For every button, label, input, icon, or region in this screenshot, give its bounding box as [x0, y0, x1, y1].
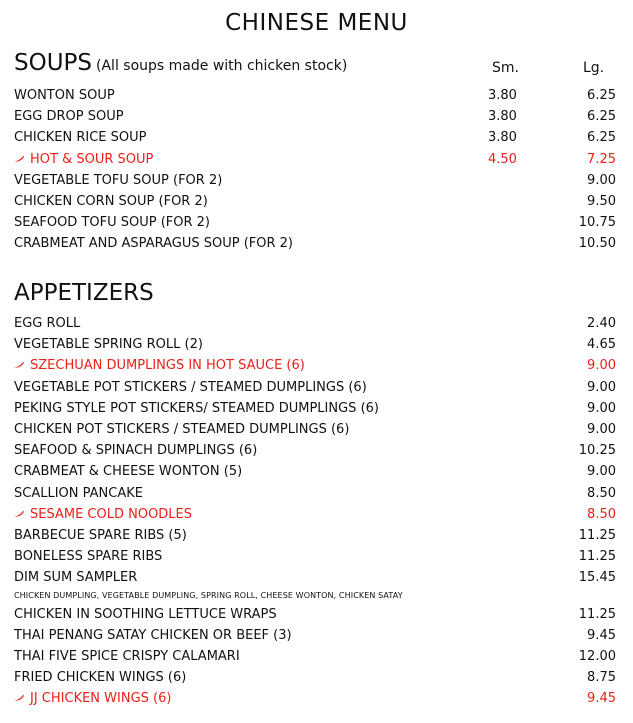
item-price: 8.50 [587, 485, 616, 501]
menu-item-row [14, 106, 616, 127]
menu-item-name [14, 646, 240, 667]
large-price: 6.25 [587, 109, 616, 125]
menu-item-row [14, 419, 616, 440]
soups-stock-note: (All soups made with chicken stock) [96, 58, 348, 74]
menu-item-name-text: CHICKEN POT STICKERS / STEAMED DUMPLINGS (6) [14, 422, 350, 437]
chili-pepper-icon [14, 510, 25, 517]
menu-item-name-text: THAI FIVE SPICE CRISPY CALAMARI [14, 649, 240, 664]
menu-item-name-text: EGG DROP SOUP [14, 109, 124, 125]
menu-item-name [14, 127, 147, 148]
menu-item-name-text: VEGETABLE POT STICKERS / STEAMED DUMPLINGS (6) [14, 379, 367, 395]
menu-item-name-text: SEAFOOD & SPINACH DUMPLINGS (6) [14, 443, 258, 459]
menu-item-name [14, 212, 210, 233]
item-price: 11.25 [578, 549, 616, 565]
menu-item-row [14, 170, 616, 191]
menu-item-name-text: CRABMEAT & CHEESE WONTON (5) [14, 464, 243, 480]
menu-item-row [14, 546, 616, 567]
menu-item-name-text: CHICKEN CORN SOUP (FOR 2) [14, 194, 208, 209]
item-price: 9.00 [587, 358, 616, 374]
large-price: 9.00 [587, 172, 616, 188]
menu-item-name-text: SZECHUAN DUMPLINGS IN HOT SAUCE (6) [30, 358, 305, 374]
soups-heading-label: SOUPS [14, 50, 93, 76]
menu-item-row [14, 334, 616, 355]
menu-item-name [14, 191, 208, 212]
chili-pepper-icon [14, 361, 25, 368]
menu-item-row [14, 355, 616, 376]
menu-item-row [14, 440, 616, 461]
small-price: 3.80 [488, 88, 517, 103]
menu-item-name-text: JJ CHICKEN WINGS (6) [30, 691, 172, 707]
menu-item-name [14, 355, 305, 376]
large-size-column-header: Lg. [583, 60, 605, 76]
menu-item-name-text: SCALLION PANCAKE [14, 485, 143, 501]
menu-item-row [14, 646, 616, 667]
item-price: 15.45 [578, 570, 616, 586]
menu-item-row [14, 398, 616, 419]
menu-item-name-text: EGG ROLL [14, 316, 81, 331]
menu-item-name [14, 377, 367, 398]
item-price: 9.45 [587, 691, 616, 707]
menu-item-name-text: SEAFOOD TOFU SOUP (FOR 2) [14, 215, 211, 231]
item-price: 9.45 [587, 627, 616, 643]
menu-item-name-text: BARBECUE SPARE RIBS (5) [14, 528, 187, 543]
menu-item-name-text: WONTON SOUP [14, 88, 115, 103]
menu-item-name-text: CHICKEN RICE SOUP [14, 130, 147, 146]
menu-item-name-text: CRABMEAT AND ASPARAGUS SOUP (FOR 2) [14, 236, 293, 252]
menu-item-name-text: DIM SUM SAMPLER [14, 570, 138, 586]
menu-item-name [14, 440, 257, 461]
menu-item-row [14, 313, 616, 334]
menu-item-row [14, 483, 616, 504]
menu-item-name [14, 604, 277, 625]
menu-item-name [14, 398, 379, 419]
chili-pepper-icon [14, 694, 25, 701]
item-price: 11.25 [578, 606, 616, 622]
menu-item-row [14, 191, 616, 212]
menu-item-row [14, 688, 616, 709]
menu-item-name-text: FRIED CHICKEN WINGS (6) [14, 670, 187, 686]
menu-item-name-text: BONELESS SPARE RIBS [14, 549, 163, 565]
item-price: 9.00 [587, 400, 616, 416]
menu-item-name-text: VEGETABLE SPRING ROLL (2) [14, 337, 203, 353]
menu-item-name [14, 419, 349, 440]
menu-item-name [14, 233, 293, 254]
menu-item-name [14, 625, 292, 646]
item-price: 4.65 [587, 337, 616, 353]
menu-item-row [14, 127, 616, 148]
menu-item-row [14, 667, 616, 688]
menu-item-name-text: VEGETABLE TOFU SOUP (FOR 2) [14, 172, 223, 188]
large-price: 10.75 [578, 215, 616, 231]
menu-item-name [14, 483, 143, 504]
item-price: 11.25 [578, 528, 616, 543]
item-price: 9.00 [587, 379, 616, 395]
menu-item-name [14, 170, 222, 191]
small-price: 4.50 [488, 151, 517, 167]
menu-item-row [14, 604, 616, 625]
menu-item-name [14, 688, 171, 709]
large-price: 6.25 [587, 88, 616, 103]
menu-item-name [14, 546, 162, 567]
menu-item-name [14, 85, 115, 106]
menu-item-name [14, 567, 137, 588]
menu-item-name-text: CHICKEN IN SOOTHING LETTUCE WRAPS [14, 606, 277, 622]
item-price: 9.00 [587, 422, 616, 437]
chili-pepper-icon [14, 155, 25, 162]
menu-item-name [14, 504, 192, 525]
item-price: 2.40 [587, 316, 616, 331]
menu-item-row [14, 233, 616, 254]
item-price: 8.50 [587, 506, 616, 522]
menu-item-name [14, 149, 153, 170]
menu-item-row [14, 625, 616, 646]
menu-item-row [14, 377, 616, 398]
menu-title: CHINESE MENU [225, 10, 408, 36]
menu-item-name [14, 334, 203, 355]
appetizers-heading: APPETIZERS [14, 280, 154, 306]
menu-item-name-text: SESAME COLD NOODLES [30, 506, 193, 522]
menu-item-name [14, 461, 242, 482]
large-price: 6.25 [587, 130, 616, 146]
menu-item-name-text: PEKING STYLE POT STICKERS/ STEAMED DUMPLINGS (6) [14, 400, 379, 416]
menu-item-row [14, 567, 616, 588]
menu-item-name-text: HOT & SOUR SOUP [30, 151, 154, 167]
large-price: 10.50 [578, 236, 616, 252]
menu-item-row [14, 461, 616, 482]
large-price: 9.50 [587, 194, 616, 209]
large-price: 7.25 [587, 151, 616, 167]
soups-heading [14, 50, 347, 76]
small-size-column-header: Sm. [492, 60, 519, 76]
item-price: 8.75 [587, 670, 616, 686]
menu-item-row [14, 85, 616, 106]
menu-item-name [14, 106, 124, 127]
small-price: 3.80 [488, 109, 517, 125]
menu-item-name [14, 313, 80, 334]
item-price: 9.00 [587, 464, 616, 480]
menu-item-row [14, 504, 616, 525]
menu-item-name [14, 667, 186, 688]
menu-item-row [14, 212, 616, 233]
menu-item-name [14, 525, 187, 546]
menu-item-name-text: THAI PENANG SATAY CHICKEN OR BEEF (3) [14, 627, 292, 643]
small-price: 3.80 [488, 130, 517, 146]
dim-sum-sampler-contents: CHICKEN DUMPLING, VEGETABLE DUMPLING, SPRING ROLL, CHEESE WONTON, CHICKEN SATAY [14, 590, 403, 600]
item-price: 10.25 [578, 443, 616, 459]
menu-item-row [14, 149, 616, 170]
menu-item-row [14, 525, 616, 546]
item-price: 12.00 [578, 649, 616, 664]
